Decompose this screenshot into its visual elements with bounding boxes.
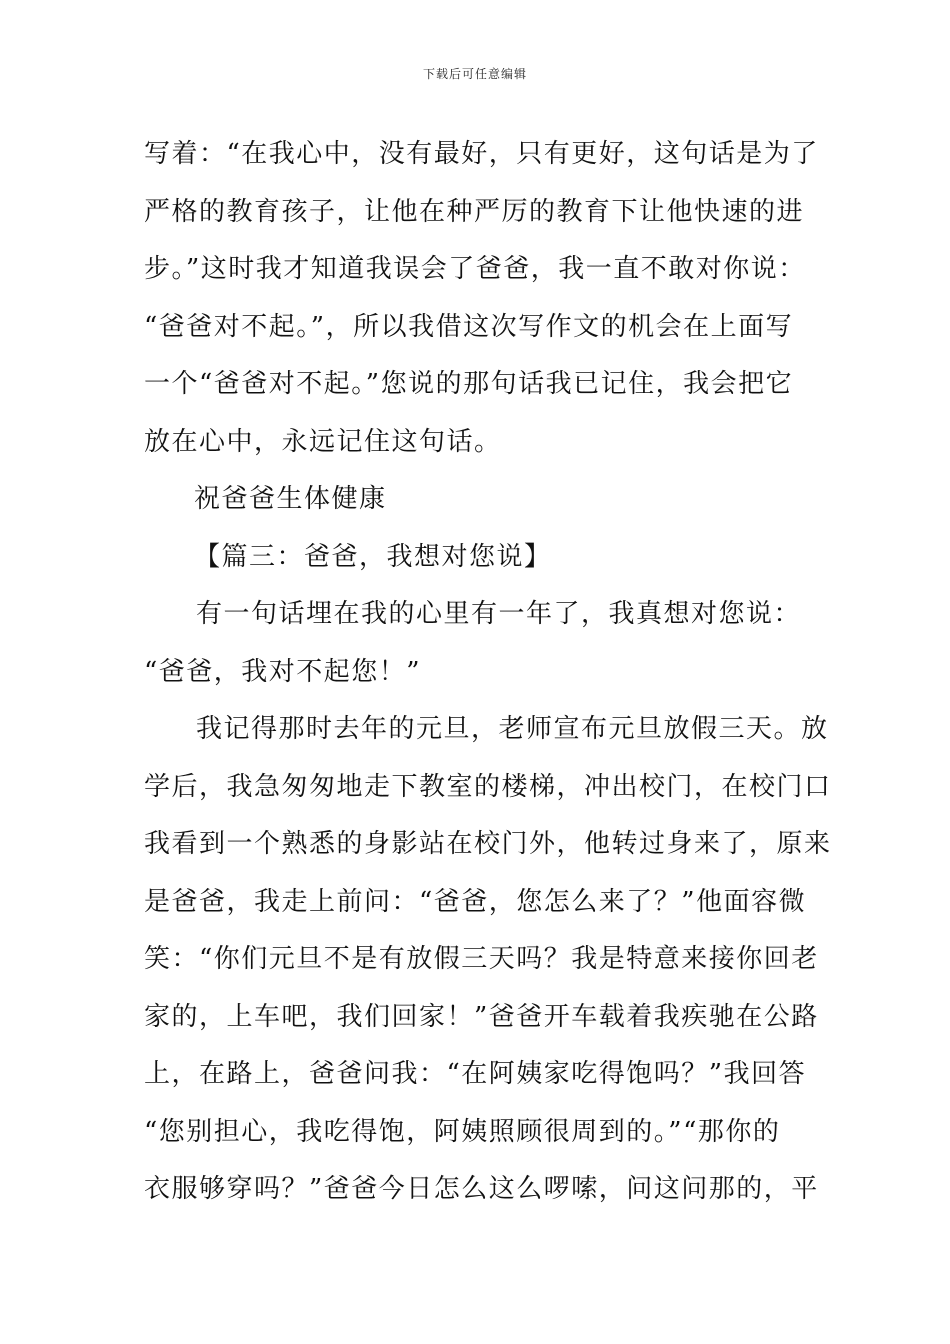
text-line: 步。”这时我才知道我误会了爸爸，我一直不敢对你说： bbox=[144, 254, 806, 284]
section-title: 【篇三：爸爸，我想对您说】 bbox=[194, 541, 552, 572]
text-line: 上，在路上，爸爸问我：“在阿姨家吃得饱吗？”我回答 bbox=[144, 1059, 807, 1089]
document-body bbox=[144, 126, 832, 1219]
text-line: 学后，我急匆匆地走下教室的楼梯，冲出校门，在校门口 bbox=[144, 771, 832, 802]
paragraph-start-line: 我记得那时去年的元旦，老师宣布元旦放假三天。放 bbox=[196, 714, 829, 744]
text-line: 是爸爸，我走上前问：“爸爸，您怎么来了？”他面容微 bbox=[144, 886, 807, 917]
text-line: 我看到一个熟悉的身影站在校门外，他转过身来了，原来 bbox=[144, 829, 832, 859]
text-line: 一个“爸爸对不起。”您说的那句话我已记住，我会把它 bbox=[144, 369, 794, 399]
text-line: 写着：“在我心中，没有最好，只有更好，这句话是为了 bbox=[144, 139, 819, 169]
text-line: “爸爸对不起。”，所以我借这次写作文的机会在上面写 bbox=[144, 311, 794, 342]
text-line: 严格的教育孩子，让他在种严厉的教育下让他快速的进 bbox=[144, 196, 805, 227]
text-line: “您别担心，我吃得饱，阿姨照顾很周到的。”“那你的 bbox=[144, 1116, 781, 1147]
text-line: “爸爸，我对不起您！” bbox=[144, 656, 422, 687]
closing-wish: 祝爸爸生体健康 bbox=[194, 484, 387, 514]
header-note: 下载后可任意编辑 bbox=[422, 67, 527, 81]
paragraph-start-line: 有一句话埋在我的心里有一年了，我真想对您说： bbox=[196, 599, 802, 629]
text-line: 笑：“你们元旦不是有放假三天吗？我是特意来接你回老 bbox=[144, 944, 819, 974]
text-line: 家的，上车吧，我们回家！”爸爸开车载着我疾驰在公路 bbox=[144, 1001, 819, 1032]
text-line: 放在心中，永远记住这句话。 bbox=[144, 426, 502, 457]
text-line: 衣服够穿吗？”爸爸今日怎么这么啰嗦，问这问那的，平 bbox=[144, 1174, 819, 1204]
